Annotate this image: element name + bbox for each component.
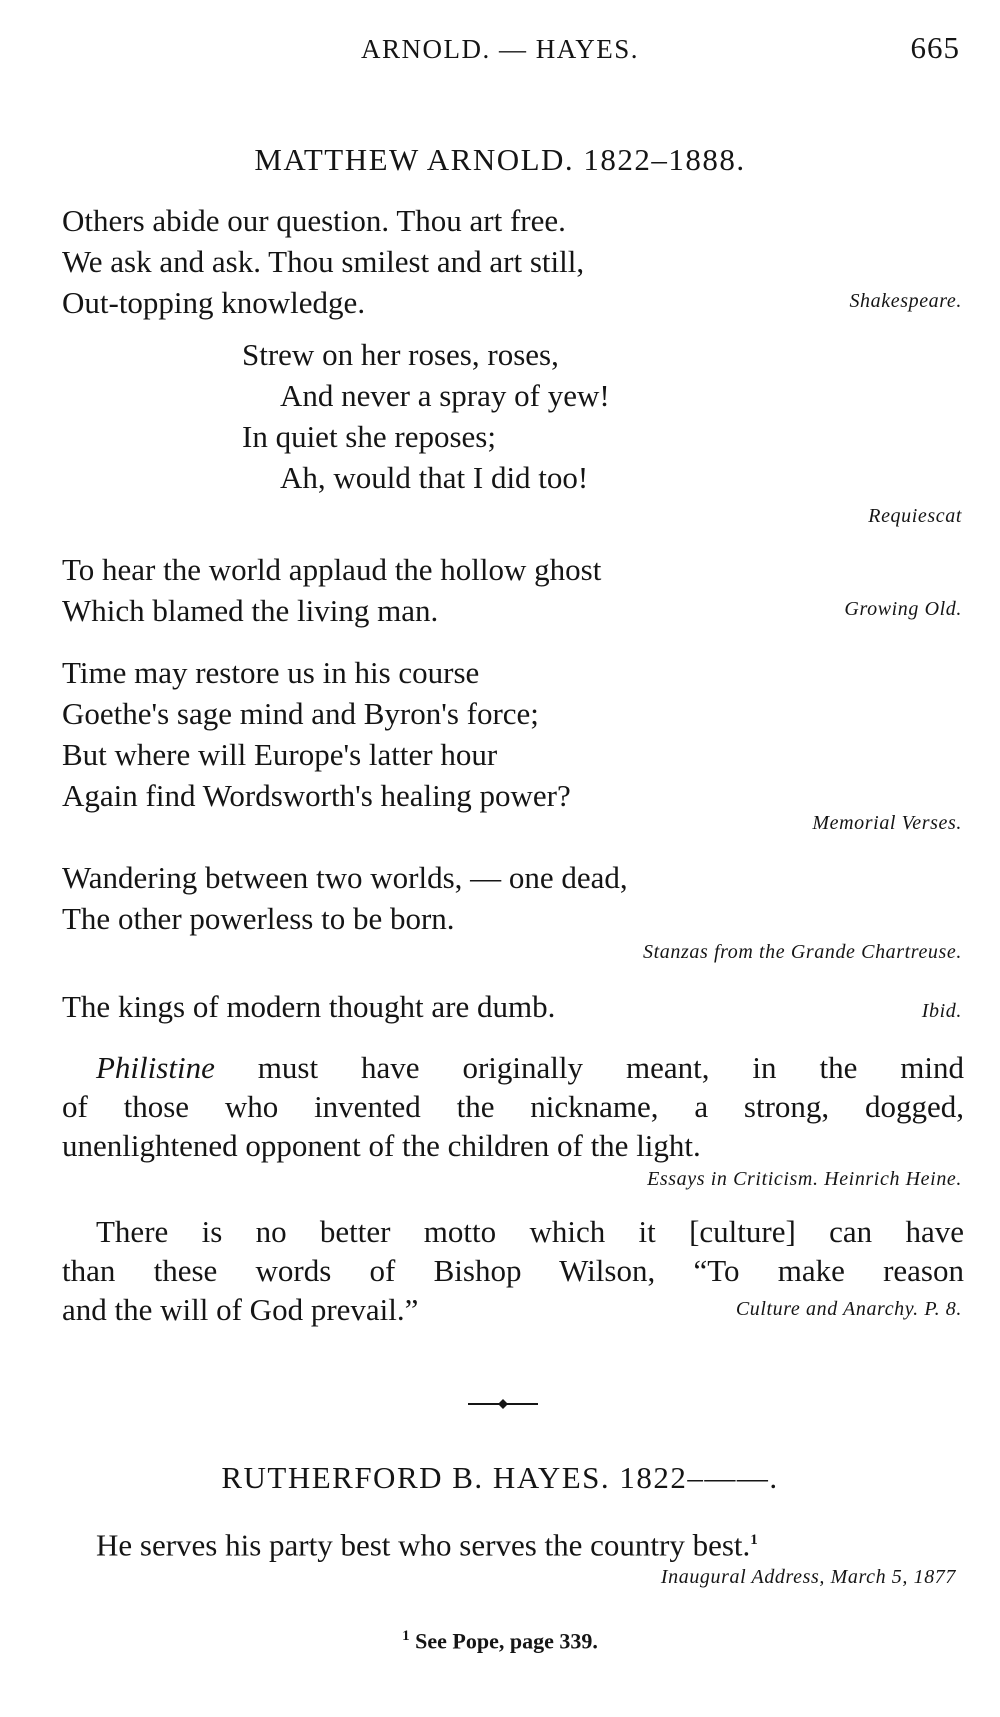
section-title-hayes: RUTHERFORD B. HAYES. 1822–——.	[221, 1460, 779, 1495]
prose-line	[62, 1048, 964, 1087]
footnote-reference: 1	[750, 1532, 758, 1548]
source-citation: Inaugural Address, March 5, 1877	[660, 1566, 956, 1588]
source-citation: Stanzas from the Grande Chartreuse.	[643, 941, 962, 963]
verse-line: Goethe's sage mind and Byron's force;	[62, 696, 539, 731]
verse-line: The other powerless to be born.	[62, 901, 455, 936]
quote-growing-old	[62, 549, 601, 631]
source-citation: Requiescat	[868, 505, 962, 527]
verse-line: But where will Europe's latter hour	[62, 737, 498, 772]
prose-text: must have originally meant, in the mind	[214, 1050, 964, 1085]
footnote-text: See Pope, page 339.	[415, 1628, 598, 1654]
verse-line: Out-topping knowledge.	[62, 285, 366, 320]
prose-line: than these words of Bishop Wilson, “To make reason	[62, 1253, 964, 1288]
verse-line: Ah, would that I did too!	[280, 460, 589, 495]
verse-line: Time may restore us in his course	[62, 655, 480, 690]
verse-line: Others abide our question. Thou art free.	[62, 203, 566, 238]
quote-grande-chartreuse	[62, 857, 628, 939]
quote-heinrich-heine	[62, 1048, 964, 1165]
prose-line: There is no better motto which it [culture] can have	[96, 1214, 964, 1249]
verse-line: In quiet she reposes;	[242, 419, 496, 454]
source-citation: Memorial Verses.	[812, 812, 962, 834]
prose-line: and the will of God prevail.”	[62, 1292, 419, 1327]
section-title-arnold: MATTHEW ARNOLD. 1822–1888.	[254, 142, 746, 177]
quote-ibid	[62, 986, 555, 1027]
section-divider-ornament	[468, 1398, 538, 1410]
source-citation: Growing Old.	[844, 598, 962, 620]
source-citation: Culture and Anarchy. P. 8.	[735, 1298, 962, 1320]
source-citation: Ibid.	[921, 1000, 962, 1022]
footnote-mark: 1	[402, 1628, 410, 1644]
verse-line: To hear the world applaud the hollow ghost	[62, 552, 602, 587]
verse-line: Which blamed the living man.	[62, 593, 439, 628]
quote-text: He serves his party best who serves the country best.	[96, 1527, 751, 1563]
quote-inaugural-address	[96, 1520, 758, 1565]
footnote	[0, 1628, 1000, 1654]
emphasis-word: Philistine	[96, 1050, 215, 1085]
running-head: ARNOLD. — HAYES.	[360, 34, 640, 64]
quote-memorial-verses	[62, 652, 571, 816]
verse-line: We ask and ask. Thou smilest and art still,	[62, 244, 585, 279]
verse-line: Wandering between two worlds, — one dead,	[62, 860, 628, 895]
source-citation: Essays in Criticism. Heinrich Heine.	[647, 1168, 962, 1190]
verse-line	[96, 1520, 758, 1565]
quote-shakespeare	[62, 200, 584, 323]
verse-line: Strew on her roses, roses,	[242, 337, 559, 372]
source-citation: Shakespeare.	[849, 290, 962, 312]
page-number: 665	[910, 30, 960, 65]
verse-line: The kings of modern thought are dumb.	[62, 989, 556, 1024]
verse-line: Again find Wordsworth's healing power?	[62, 778, 571, 813]
prose-line: unenlightened opponent of the children of the light.	[62, 1128, 701, 1163]
verse-line: And never a spray of yew!	[280, 378, 610, 413]
quote-requiescat	[242, 334, 610, 498]
prose-line: of those who invented the nickname, a strong, dogged,	[62, 1089, 964, 1124]
